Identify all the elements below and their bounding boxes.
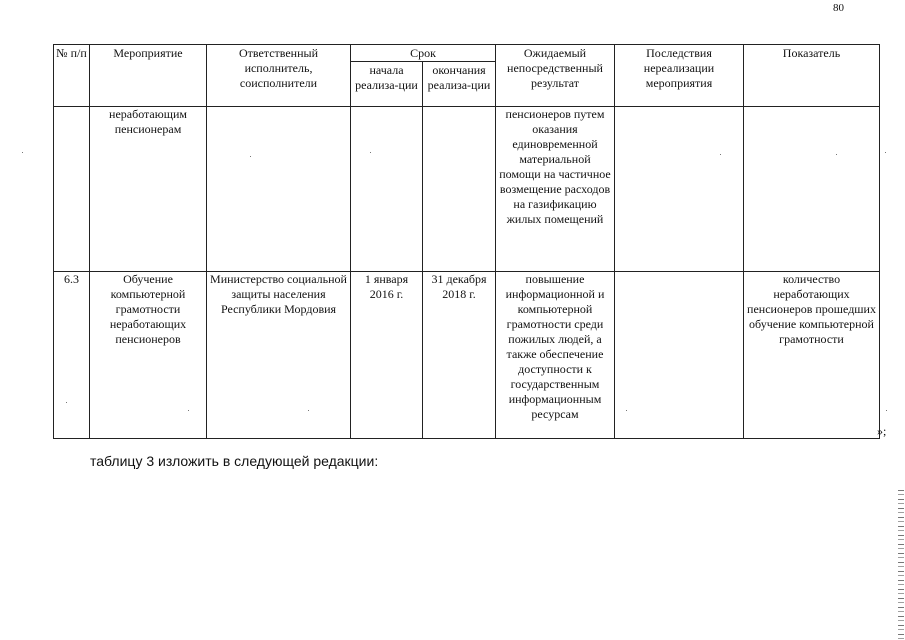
cell-expected-result: повышение информационной и компьютерной грамотности среди пожилых людей, а также обеспечение доступности к государственным информационным ресурсам	[496, 272, 615, 439]
scan-speck	[250, 156, 251, 157]
cell-end	[423, 107, 496, 272]
header-responsible: Ответственный исполнитель, соисполнители	[207, 45, 351, 107]
table-row	[54, 107, 880, 272]
closing-quote: »;	[877, 424, 887, 438]
scan-speck	[308, 410, 309, 411]
cell-start: 1 января 2016 г.	[351, 272, 423, 439]
header-num: № п/п	[54, 45, 90, 107]
cell-event: неработающим пенсионерам	[90, 107, 207, 272]
header-term-start: начала реализа-ции	[351, 62, 423, 107]
cell-start	[351, 107, 423, 272]
cell-expected-result: пенсионеров путем оказания единовременной материальной помощи на частичное возмещение расходов на газификацию жилых помещений	[496, 107, 615, 272]
cell-num	[54, 107, 90, 272]
scan-speck	[370, 152, 371, 153]
cell-indicator	[744, 107, 880, 272]
header-term: Срок	[351, 45, 496, 62]
cell-num: 6.3	[54, 272, 90, 439]
cell-responsible: Министерство социальной защиты населения Республики Мордовия	[207, 272, 351, 439]
header-event: Мероприятие	[90, 45, 207, 107]
scan-speck	[886, 410, 887, 411]
scan-speck	[720, 154, 721, 155]
scan-speck	[836, 154, 837, 155]
cell-end: 31 декабря 2018 г.	[423, 272, 496, 439]
scan-edge-artifact	[898, 490, 904, 640]
page-number: 80	[833, 2, 844, 14]
instruction-text: таблицу 3 изложить в следующей редакции:	[90, 453, 379, 469]
scan-speck	[22, 152, 23, 153]
header-indicator: Показатель	[744, 45, 880, 107]
cell-event: Обучение компьютерной грамотности неработающих пенсионеров	[90, 272, 207, 439]
table-row	[54, 272, 880, 439]
scan-speck	[626, 410, 627, 411]
scan-speck	[188, 410, 189, 411]
scan-speck	[66, 402, 67, 403]
header-expected-result: Ожидаемый непосредственный результат	[496, 45, 615, 107]
cell-consequences	[615, 272, 744, 439]
header-consequences: Последствия нереализации мероприятия	[615, 45, 744, 107]
cell-responsible	[207, 107, 351, 272]
scan-speck	[885, 152, 886, 153]
header-term-end: окончания реализа-ции	[423, 62, 496, 107]
events-table	[53, 44, 880, 439]
cell-consequences	[615, 107, 744, 272]
cell-indicator: количество неработающих пенсионеров прошедших обучение компьютерной грамотности	[744, 272, 880, 439]
